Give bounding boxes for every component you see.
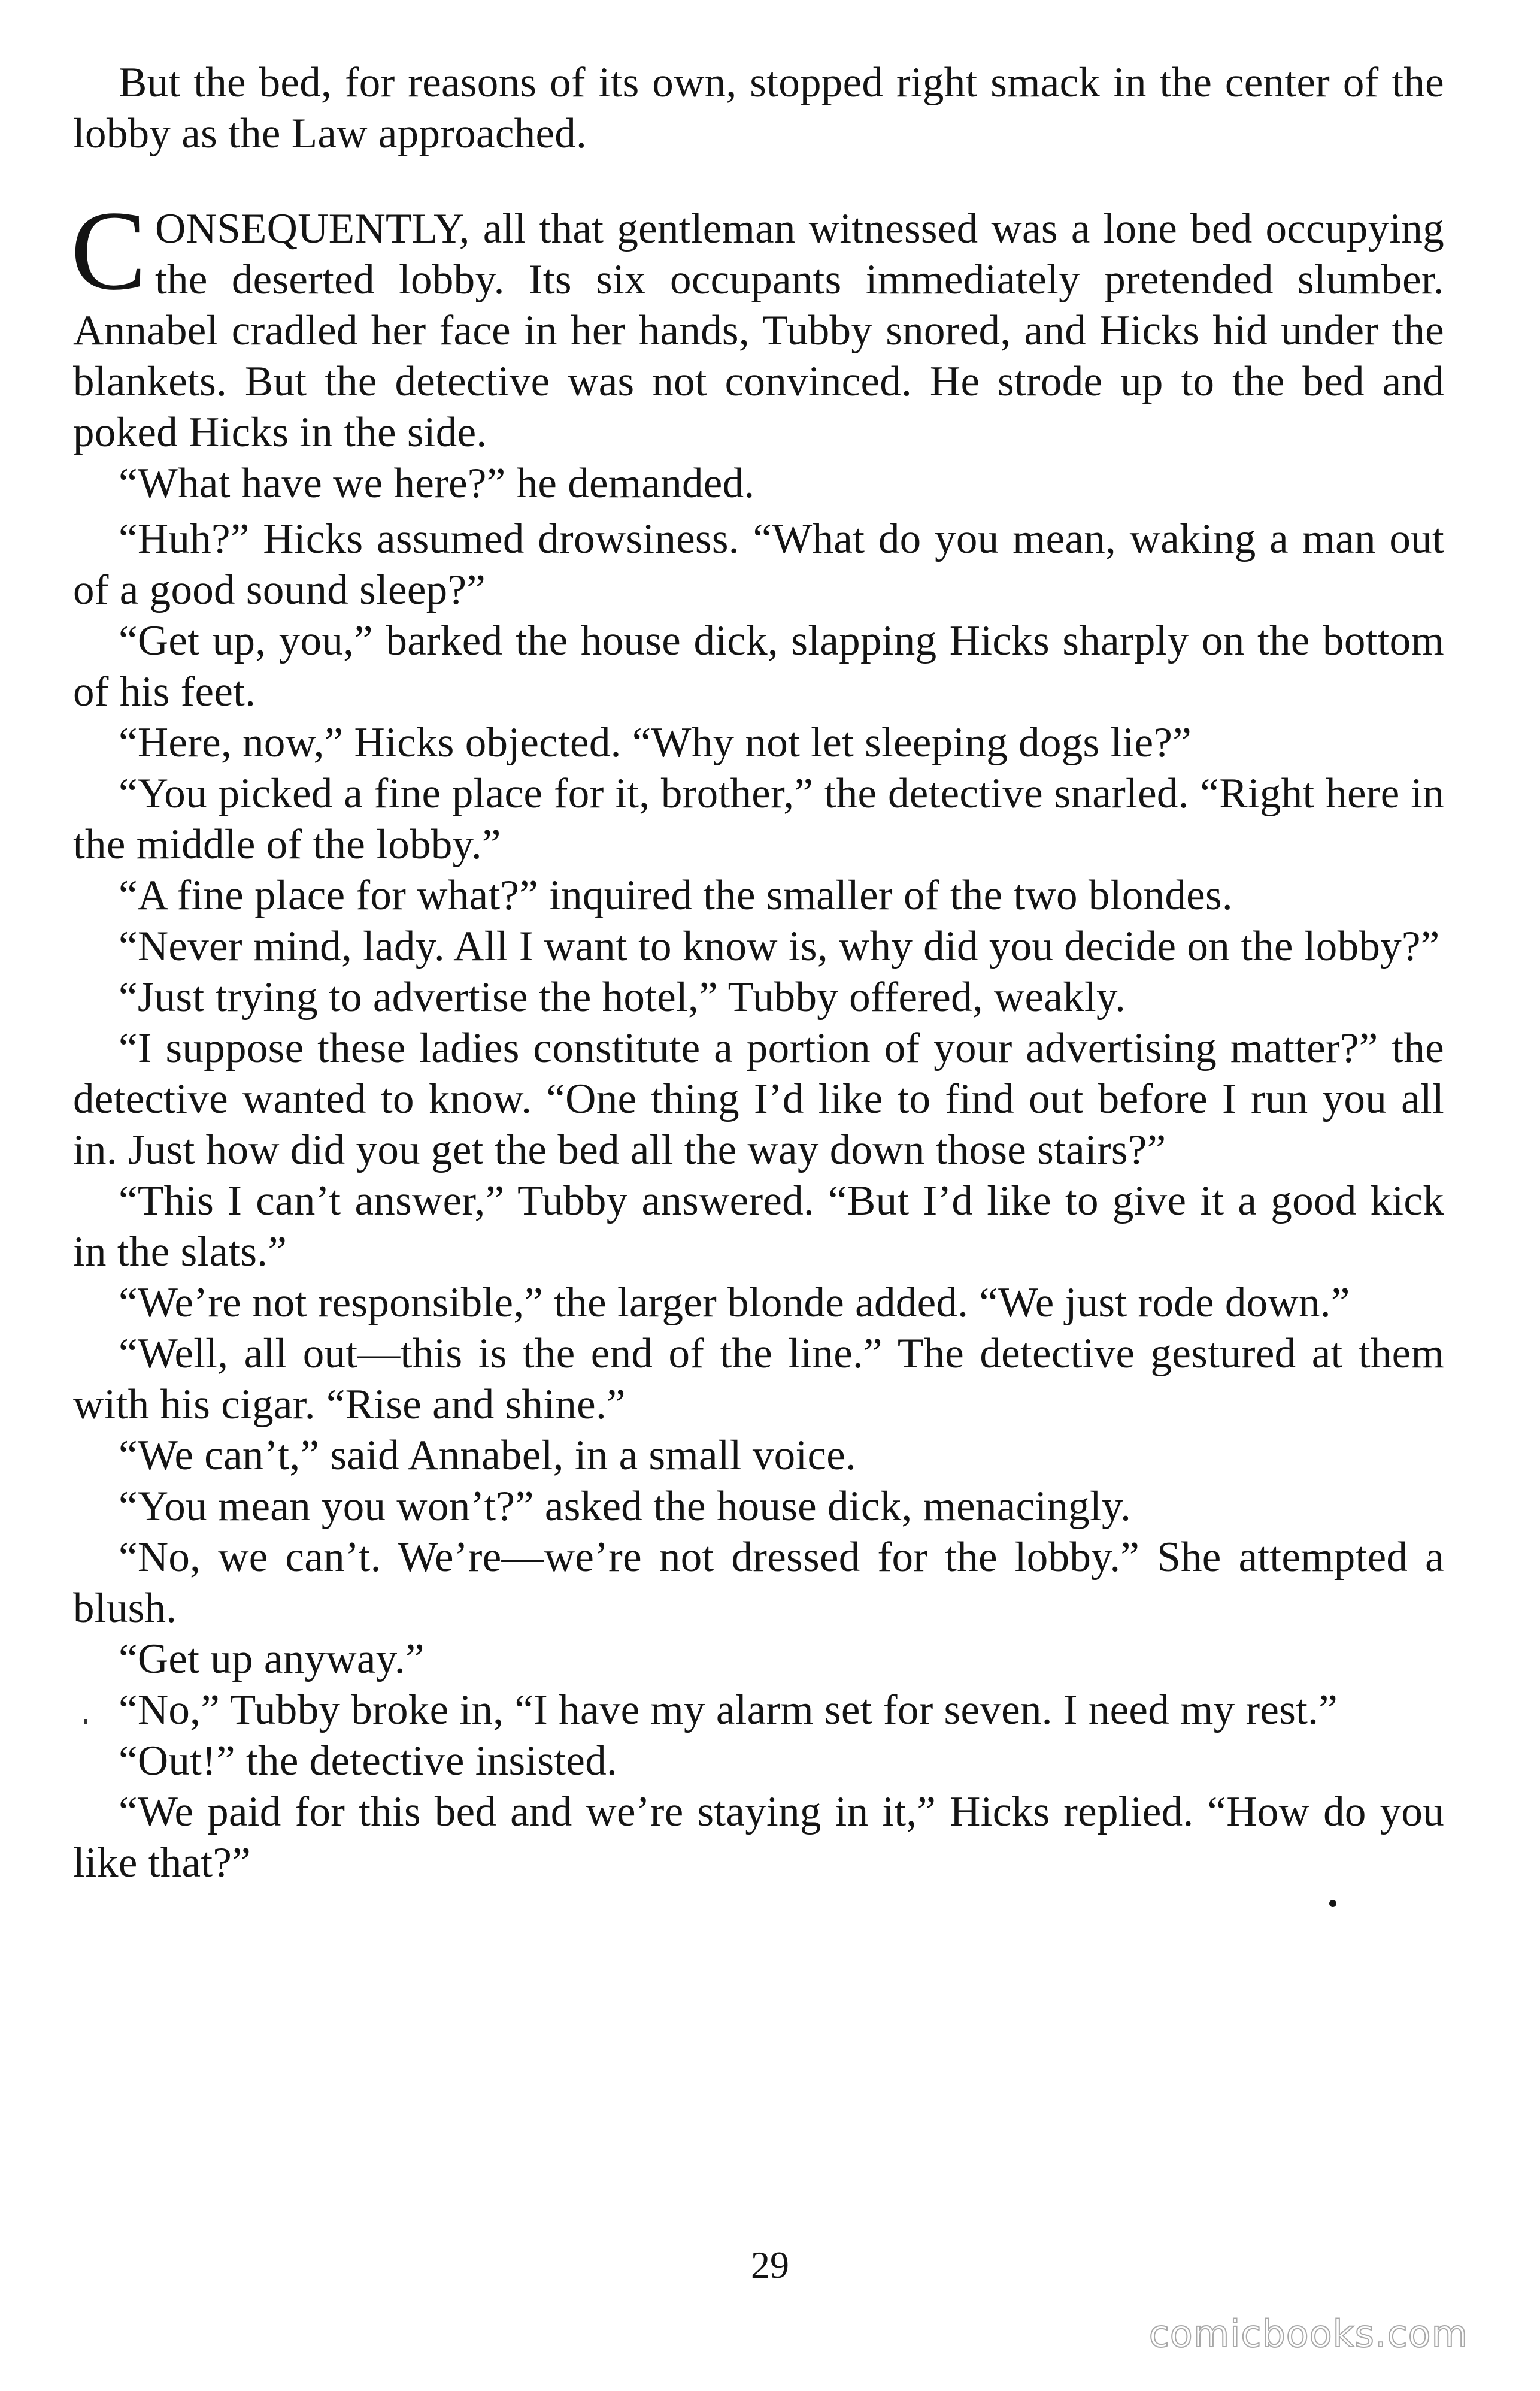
paragraph-14: “Well, all out—this is the end of the line.” The detective gestured at them with his cigar. “Rise and shine.” (73, 1330, 1444, 1428)
paragraph-2-dropcap (71, 188, 1444, 458)
paragraph-3: “What have we here?” he demanded. (119, 460, 755, 507)
paragraph-16: “You mean you won’t?” asked the house dick, menacingly. (119, 1483, 1132, 1530)
paragraph-2-text: ONSEQUENTLY, all that gentleman witnessed was a lone bed occupying the deserted lobby. Its six occupants immediately pretended slumber. Annabel cradled her face in her hands, Tubby snored, and Hicks hid under the blankets. But the detective was not convinced. He strode up to the bed and poked Hicks in the side. (73, 205, 1444, 456)
paragraph-1: But the bed, for reasons of its own, stopped right smack in the center of the lobby as the Law approached. (73, 59, 1444, 157)
paragraph-13: “We’re not responsible,” the larger blonde added. “We just rode down.” (119, 1279, 1350, 1326)
paragraph-7: “You picked a fine place for it, brother,” the detective snarled. “Right here in the middle of the lobby.” (73, 770, 1444, 868)
paragraph-15: “We can’t,” said Annabel, in a small voice. (119, 1432, 857, 1479)
paragraph-12: “This I can’t answer,” Tubby answered. “But I’d like to give it a good kick in the slats.” (73, 1178, 1444, 1275)
drop-cap-letter: C (71, 188, 147, 314)
paragraph-5: “Get up, you,” barked the house dick, slapping Hicks sharply on the bottom of his feet. (73, 618, 1444, 715)
paragraph-4: “Huh?” Hicks assumed drowsiness. “What do you mean, waking a man out of a good sound sleep?” (73, 516, 1444, 613)
page-text-block (73, 57, 1444, 1888)
paragraph-19: “No,” Tubby broke in, “I have my alarm set for seven. I need my rest.” (119, 1687, 1338, 1733)
paragraph-17: “No, we can’t. We’re—we’re not dressed for the lobby.” She attempted a blush. (73, 1534, 1444, 1632)
paragraph-9: “Never mind, lady. All I want to know is, why did you decide on the lobby?” (119, 923, 1440, 970)
print-speck-small (84, 1719, 87, 1724)
page-number: 29 (751, 2244, 789, 2286)
watermark-logo: comicbooks.com (1148, 2312, 1468, 2356)
paragraph-20: “Out!” the detective insisted. (119, 1738, 618, 1784)
paragraph-21: “We paid for this bed and we’re staying in it,” Hicks replied. “How do you like that?” (73, 1788, 1444, 1886)
paragraph-6: “Here, now,” Hicks objected. “Why not let sleeping dogs lie?” (119, 719, 1192, 766)
paragraph-8: “A fine place for what?” inquired the smaller of the two blondes. (119, 872, 1233, 919)
paragraph-10: “Just trying to advertise the hotel,” Tubby offered, weakly. (119, 974, 1126, 1021)
paragraph-11: “I suppose these ladies constitute a portion of your advertising matter?” the detective wanted to know. “One thing I’d like to find out before I run you all in. Just how did you get the bed all the way down those stairs?” (73, 1025, 1444, 1173)
print-speck (1329, 1900, 1336, 1907)
paragraph-18: “Get up anyway.” (119, 1636, 425, 1682)
